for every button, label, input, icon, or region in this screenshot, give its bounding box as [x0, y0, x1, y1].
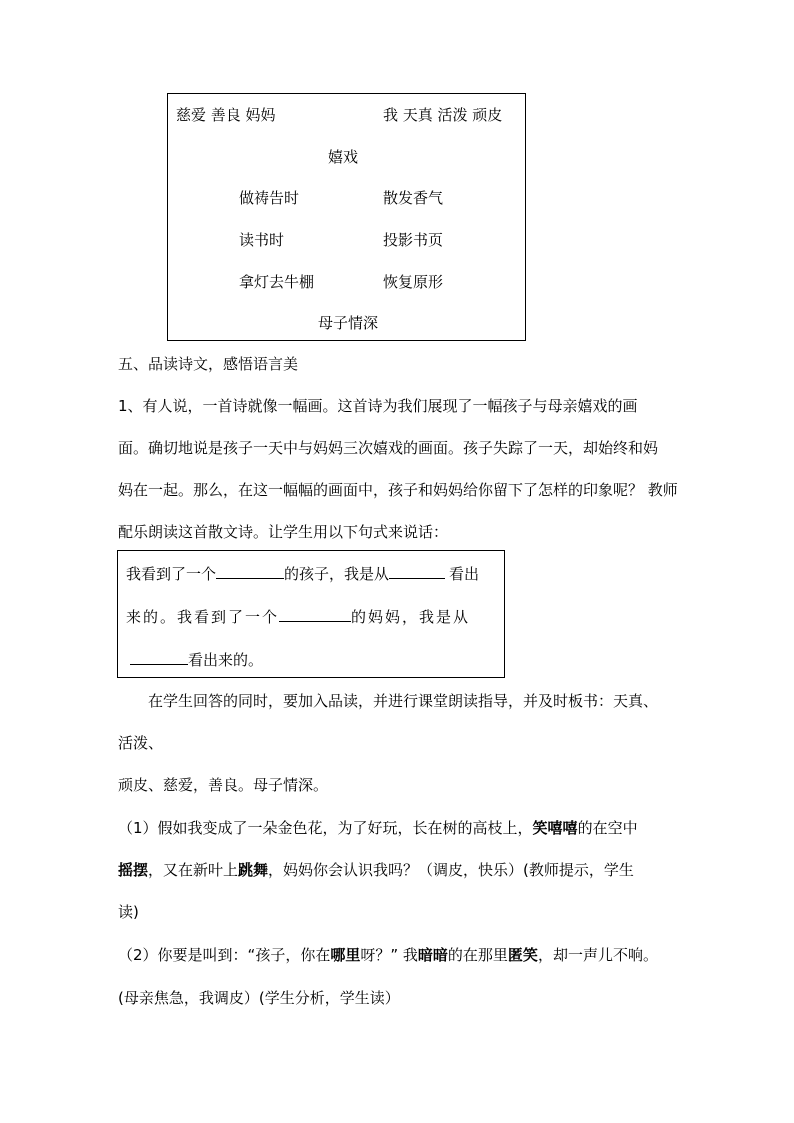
template-text: 我看到了一个	[126, 565, 217, 583]
fill-blank	[130, 650, 188, 665]
fill-blank	[216, 564, 284, 579]
diagram-row-right: 恢复原形	[383, 273, 444, 291]
item-bold-text: 暗暗	[417, 946, 448, 964]
item-text: ，又在新叶上	[148, 861, 239, 879]
template-line-1	[126, 564, 479, 583]
item-bold-text: 匿笑	[507, 946, 538, 964]
item-text: ，妈妈你会认识我吗？（调皮，快乐）(教师提示，学生	[268, 861, 634, 879]
template-text: 看出	[449, 565, 480, 583]
paragraph-line: 活泼、	[118, 734, 164, 752]
fill-blank	[389, 564, 445, 579]
item-text: 呀？” 我	[360, 946, 418, 964]
diagram-row-right: 散发香气	[383, 189, 444, 207]
item-text: （2）你要是叫到：“孩子，你在	[118, 946, 331, 964]
item-bold-text: 哪里	[330, 946, 361, 964]
item-1-line	[118, 819, 638, 837]
item-1-line	[118, 861, 634, 879]
template-text: 看出来的。	[188, 651, 264, 669]
paragraph-line: 在学生回答的同时，要加入品读，并进行课堂朗读指导，并及时板书：天真、	[148, 692, 659, 710]
section-heading: 五、品读诗文，感悟语言美	[118, 355, 299, 373]
item-bold-text: 摇摆	[118, 861, 149, 879]
paragraph-line: 面。确切地说是孩子一天中与妈妈三次嬉戏的画面。孩子失踪了一天，却始终和妈	[118, 439, 659, 457]
template-text: 来的。我看到了一个	[126, 608, 280, 626]
template-text: 的妈妈，我是从	[351, 608, 471, 626]
template-text: 的孩子，我是从	[284, 565, 390, 583]
diagram-row-left: 做祷告时	[239, 189, 300, 207]
diagram-center-title: 嬉戏	[328, 148, 359, 166]
diagram-bottom: 母子情深	[318, 314, 379, 332]
item-text: ，却一声儿不响。	[537, 946, 658, 964]
diagram-right-words: 我 天真 活泼 顽皮	[383, 106, 503, 124]
diagram-row-left: 读书时	[239, 231, 285, 249]
item-text: 的在那里	[447, 946, 508, 964]
diagram-box	[167, 93, 526, 341]
diagram-row-right: 投影书页	[383, 231, 444, 249]
template-line-3	[130, 650, 263, 669]
item-2-line: (母亲焦急，我调皮）(学生分析，学生读）	[118, 989, 400, 1007]
paragraph-line: 顽皮、慈爱，善良。母子情深。	[118, 776, 329, 794]
paragraph-line: 妈在一起。那么，在这一幅幅的画面中，孩子和妈妈给你留下了怎样的印象呢？ 教师	[118, 481, 678, 499]
template-line-2	[126, 607, 470, 626]
item-text: 的在空中	[577, 819, 638, 837]
item-bold-text: 笑嘻嘻	[532, 819, 578, 837]
item-bold-text: 跳舞	[238, 861, 269, 879]
diagram-row-left: 拿灯去牛棚	[239, 273, 315, 291]
diagram-left-words: 慈爱 善良 妈妈	[176, 106, 276, 124]
item-text: （1）假如我变成了一朵金色花，为了好玩，长在树的高枝上，	[118, 819, 533, 837]
fill-blank	[279, 607, 351, 622]
item-1-line: 读)	[118, 903, 139, 921]
item-2-line	[118, 946, 658, 964]
paragraph-line: 1、有人说，一首诗就像一幅画。这首诗为我们展现了一幅孩子与母亲嬉戏的画	[118, 397, 638, 415]
paragraph-line: 配乐朗读这首散文诗。让学生用以下句式来说话：	[118, 523, 449, 541]
